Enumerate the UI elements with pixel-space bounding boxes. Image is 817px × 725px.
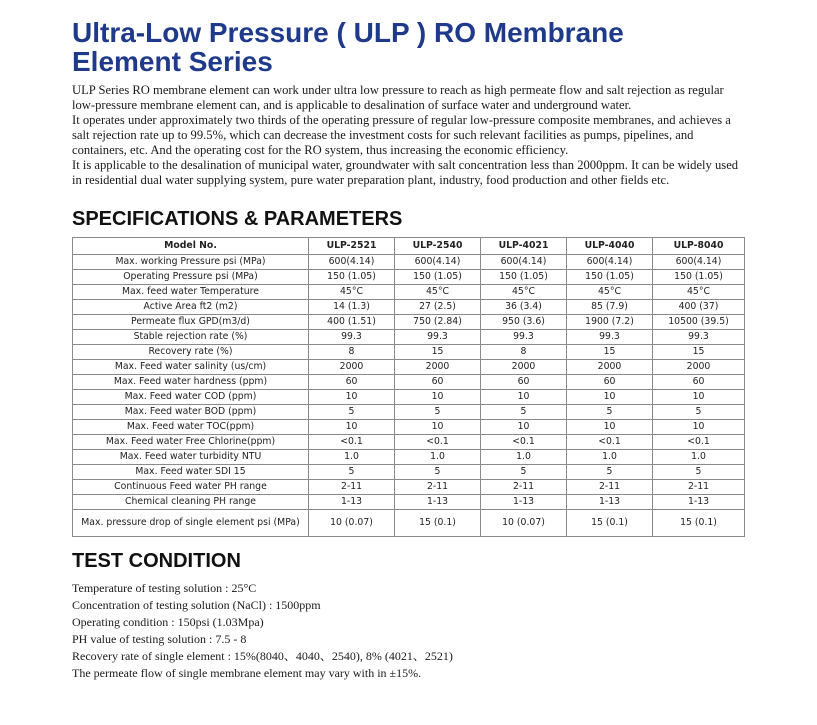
- parameter-cell: Max. Feed water hardness (ppm): [73, 375, 309, 390]
- value-cell: 10: [567, 420, 653, 435]
- table-row: [73, 450, 745, 465]
- parameter-cell: Max. Feed water salinity (us/cm): [73, 360, 309, 375]
- value-cell: 1.0: [481, 450, 567, 465]
- parameter-cell: Recovery rate (%): [73, 345, 309, 360]
- value-cell: 99.3: [309, 330, 395, 345]
- value-cell: <0.1: [395, 435, 481, 450]
- page-title: [72, 18, 744, 76]
- value-cell: 150 (1.05): [395, 270, 481, 285]
- value-cell: 1-13: [481, 495, 567, 510]
- value-cell: 60: [481, 375, 567, 390]
- value-cell: 150 (1.05): [653, 270, 745, 285]
- title-line-1: Ultra-Low Pressure ( ULP ) RO Membrane: [72, 17, 624, 48]
- column-header: ULP-4040: [567, 238, 653, 255]
- value-cell: 1.0: [567, 450, 653, 465]
- parameter-cell: Max. Feed water turbidity NTU: [73, 450, 309, 465]
- parameter-cell: Max. Feed water TOC(ppm): [73, 420, 309, 435]
- column-header: Model No.: [73, 238, 309, 255]
- table-row: [73, 480, 745, 495]
- value-cell: 5: [653, 405, 745, 420]
- value-cell: 10 (0.07): [481, 510, 567, 537]
- value-cell: 36 (3.4): [481, 300, 567, 315]
- table-row: [73, 270, 745, 285]
- parameter-cell: Active Area ft2 (m2): [73, 300, 309, 315]
- parameter-cell: Max. Feed water SDI 15: [73, 465, 309, 480]
- value-cell: 1900 (7.2): [567, 315, 653, 330]
- specs-heading: SPECIFICATIONS & PARAMETERS: [72, 208, 403, 230]
- test-condition-line: Temperature of testing solution : 25°C: [72, 581, 257, 595]
- value-cell: 400 (1.51): [309, 315, 395, 330]
- value-cell: <0.1: [481, 435, 567, 450]
- table-row: [73, 510, 745, 537]
- table-row: [73, 300, 745, 315]
- intro-paragraph: It is applicable to the desalination of municipal water, groundwater with salt concentration less than 2000ppm. It can be widely used in residential dual water supplying system, pure water preparation plant, industry, food production and other fields etc.: [72, 158, 739, 187]
- value-cell: 10: [653, 390, 745, 405]
- value-cell: 45°C: [653, 285, 745, 300]
- value-cell: 15: [395, 345, 481, 360]
- value-cell: 99.3: [395, 330, 481, 345]
- table-row: [73, 330, 745, 345]
- table-row: [73, 315, 745, 330]
- parameter-cell: Stable rejection rate (%): [73, 330, 309, 345]
- value-cell: 15: [567, 345, 653, 360]
- value-cell: 5: [309, 405, 395, 420]
- value-cell: 150 (1.05): [481, 270, 567, 285]
- parameter-cell: Max. Feed water COD (ppm): [73, 390, 309, 405]
- table-row: [73, 405, 745, 420]
- value-cell: 85 (7.9): [567, 300, 653, 315]
- parameter-cell: Max. working Pressure psi (MPa): [73, 255, 309, 270]
- value-cell: 60: [653, 375, 745, 390]
- value-cell: 8: [481, 345, 567, 360]
- value-cell: 5: [567, 465, 653, 480]
- test-condition-line: Operating condition : 150psi (1.03Mpa): [72, 615, 264, 629]
- value-cell: 60: [567, 375, 653, 390]
- value-cell: 5: [395, 465, 481, 480]
- value-cell: 5: [481, 465, 567, 480]
- value-cell: 10500 (39.5): [653, 315, 745, 330]
- value-cell: 2-11: [309, 480, 395, 495]
- table-row: [73, 360, 745, 375]
- table-row: [73, 465, 745, 480]
- value-cell: 600(4.14): [567, 255, 653, 270]
- intro-paragraph: ULP Series RO membrane element can work under ultra low pressure to reach as high permeate flow and salt rejection as regular low-pressure membrane element can, and is applicable to desalination of surface water and underground water.: [72, 83, 724, 112]
- value-cell: 150 (1.05): [309, 270, 395, 285]
- value-cell: 10: [481, 390, 567, 405]
- value-cell: 2000: [567, 360, 653, 375]
- parameter-cell: Max. feed water Temperature: [73, 285, 309, 300]
- parameter-cell: Continuous Feed water PH range: [73, 480, 309, 495]
- table-row: [73, 375, 745, 390]
- value-cell: 5: [481, 405, 567, 420]
- value-cell: 10: [309, 420, 395, 435]
- value-cell: 45°C: [395, 285, 481, 300]
- table-row: [73, 255, 745, 270]
- value-cell: 10: [395, 420, 481, 435]
- value-cell: 2000: [395, 360, 481, 375]
- intro-text: [72, 83, 744, 188]
- value-cell: 99.3: [653, 330, 745, 345]
- value-cell: 950 (3.6): [481, 315, 567, 330]
- intro-paragraph: It operates under approximately two thirds of the operating pressure of regular low-pressure composite membranes, and achieves a salt rejection rate up to 99.5%, which can decrease the investment costs for such relevant facilities as pumps, pipelines, and containers, etc. And the operating cost for the RO system, thus increasing the economic efficiency.: [72, 113, 731, 157]
- value-cell: 2-11: [653, 480, 745, 495]
- value-cell: 150 (1.05): [567, 270, 653, 285]
- value-cell: 600(4.14): [395, 255, 481, 270]
- value-cell: 60: [395, 375, 481, 390]
- value-cell: 45°C: [481, 285, 567, 300]
- value-cell: 10: [567, 390, 653, 405]
- column-header: ULP-2540: [395, 238, 481, 255]
- value-cell: 400 (37): [653, 300, 745, 315]
- value-cell: <0.1: [567, 435, 653, 450]
- value-cell: 2000: [481, 360, 567, 375]
- value-cell: 99.3: [567, 330, 653, 345]
- value-cell: 8: [309, 345, 395, 360]
- value-cell: 1.0: [309, 450, 395, 465]
- value-cell: <0.1: [653, 435, 745, 450]
- value-cell: 1.0: [395, 450, 481, 465]
- document-page: [72, 18, 744, 682]
- value-cell: <0.1: [309, 435, 395, 450]
- table-header-row: [73, 238, 745, 255]
- parameter-cell: Chemical cleaning PH range: [73, 495, 309, 510]
- title-line-2: Element Series: [72, 46, 273, 77]
- value-cell: 2000: [653, 360, 745, 375]
- table-row: [73, 495, 745, 510]
- value-cell: 1.0: [653, 450, 745, 465]
- value-cell: 15 (0.1): [653, 510, 745, 537]
- value-cell: 10: [653, 420, 745, 435]
- value-cell: 2000: [309, 360, 395, 375]
- value-cell: 15 (0.1): [567, 510, 653, 537]
- value-cell: 99.3: [481, 330, 567, 345]
- value-cell: 60: [309, 375, 395, 390]
- value-cell: 14 (1.3): [309, 300, 395, 315]
- test-condition-line: Concentration of testing solution (NaCl) : 1500ppm: [72, 598, 321, 612]
- value-cell: 600(4.14): [309, 255, 395, 270]
- value-cell: 1-13: [309, 495, 395, 510]
- value-cell: 10: [395, 390, 481, 405]
- value-cell: 5: [653, 465, 745, 480]
- column-header: ULP-2521: [309, 238, 395, 255]
- value-cell: 10 (0.07): [309, 510, 395, 537]
- value-cell: 600(4.14): [481, 255, 567, 270]
- test-conditions: [72, 580, 744, 682]
- value-cell: 5: [567, 405, 653, 420]
- test-heading: TEST CONDITION: [72, 550, 241, 572]
- parameter-cell: Max. Feed water BOD (ppm): [73, 405, 309, 420]
- specs-table: [72, 237, 745, 537]
- column-header: ULP-8040: [653, 238, 745, 255]
- value-cell: 750 (2.84): [395, 315, 481, 330]
- column-header: ULP-4021: [481, 238, 567, 255]
- table-row: [73, 285, 745, 300]
- value-cell: 600(4.14): [653, 255, 745, 270]
- value-cell: 5: [309, 465, 395, 480]
- value-cell: 1-13: [653, 495, 745, 510]
- value-cell: 15: [653, 345, 745, 360]
- value-cell: 2-11: [395, 480, 481, 495]
- value-cell: 45°C: [309, 285, 395, 300]
- value-cell: 15 (0.1): [395, 510, 481, 537]
- value-cell: 27 (2.5): [395, 300, 481, 315]
- value-cell: 2-11: [567, 480, 653, 495]
- parameter-cell: Max. Feed water Free Chlorine(ppm): [73, 435, 309, 450]
- parameter-cell: Operating Pressure psi (MPa): [73, 270, 309, 285]
- value-cell: 2-11: [481, 480, 567, 495]
- table-row: [73, 390, 745, 405]
- value-cell: 10: [309, 390, 395, 405]
- table-row: [73, 435, 745, 450]
- test-condition-line: The permeate flow of single membrane element may vary with in ±15%.: [72, 666, 422, 680]
- parameter-cell: Permeate flux GPD(m3/d): [73, 315, 309, 330]
- value-cell: 5: [395, 405, 481, 420]
- table-body: [73, 255, 745, 537]
- value-cell: 1-13: [395, 495, 481, 510]
- value-cell: 10: [481, 420, 567, 435]
- value-cell: 1-13: [567, 495, 653, 510]
- parameter-cell: Max. pressure drop of single element psi (MPa): [73, 510, 309, 537]
- value-cell: 45°C: [567, 285, 653, 300]
- test-condition-line: PH value of testing solution : 7.5 - 8: [72, 632, 247, 646]
- test-condition-line: Recovery rate of single element : 15%(8040、4040、2540), 8% (4021、2521): [72, 649, 453, 663]
- table-row: [73, 345, 745, 360]
- table-row: [73, 420, 745, 435]
